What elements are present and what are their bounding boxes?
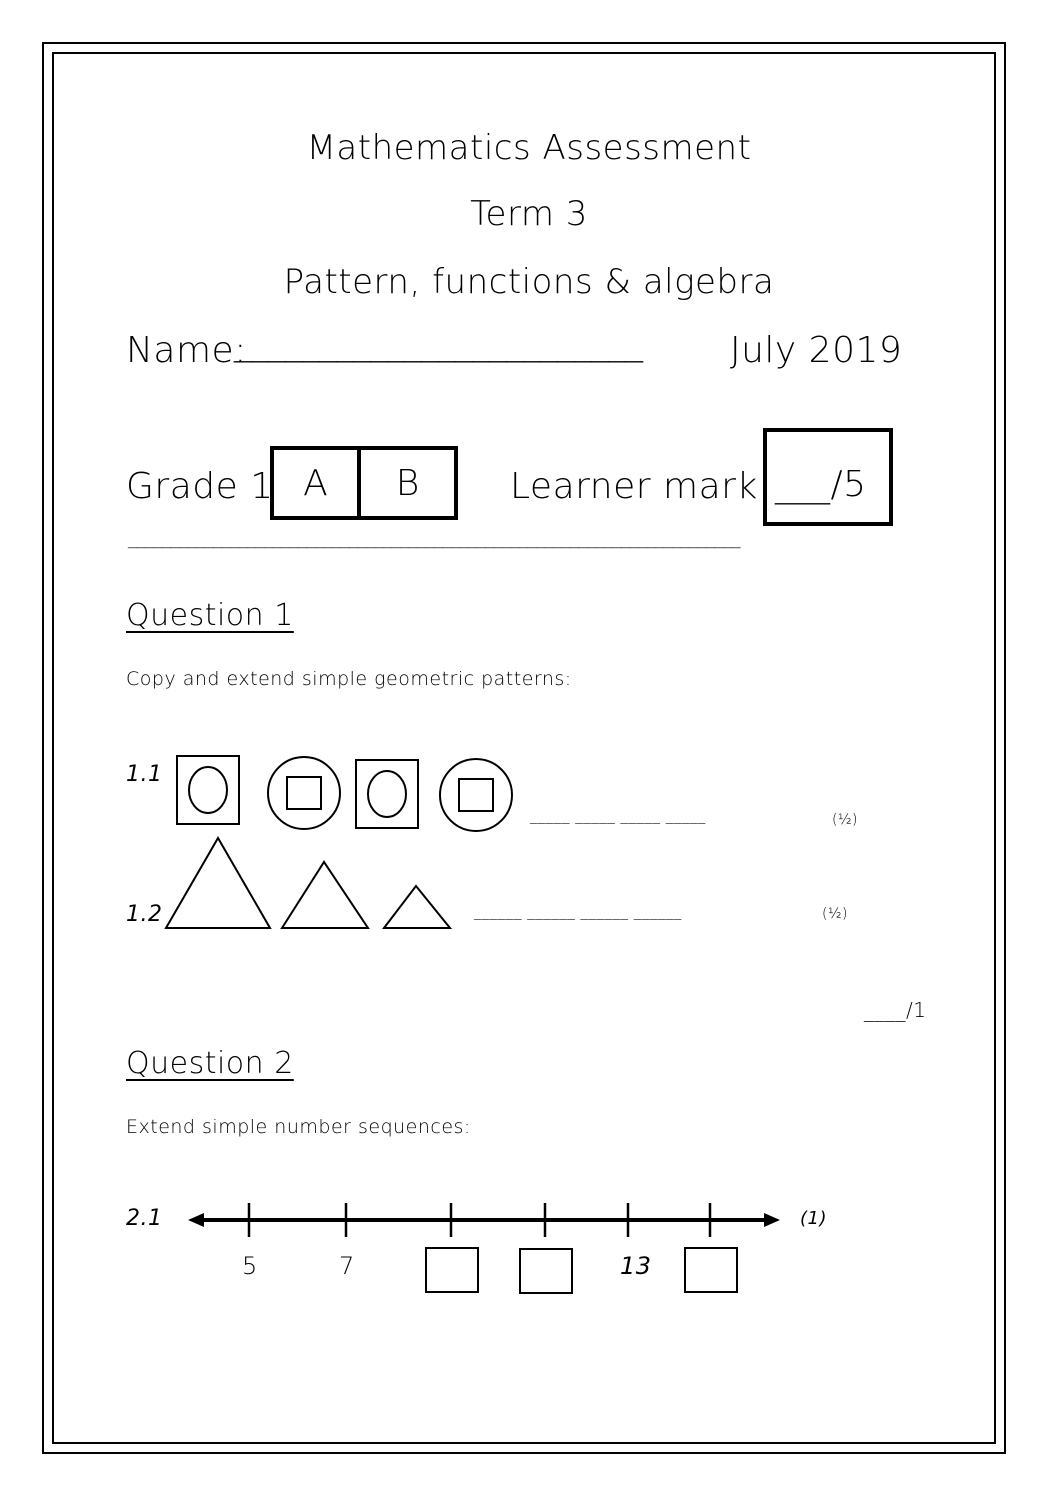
triangle-medium	[282, 862, 368, 928]
item-1-1-answer-blanks[interactable]: _____ _____ _____ _____	[530, 806, 706, 824]
name-field[interactable]: ________________________	[234, 322, 642, 363]
number-line-label-2: 7	[339, 1252, 355, 1280]
number-line-label-5: 13	[620, 1252, 652, 1280]
date-label: July 2019	[730, 330, 903, 371]
pattern-1-2-shapes	[166, 838, 450, 928]
item-1-2-answer-blanks[interactable]: ______ ______ ______ ______	[474, 902, 682, 920]
item-1-2-number: 1.2	[126, 902, 163, 927]
pattern-1-1-shapes	[177, 756, 512, 831]
circle-with-square-1	[268, 757, 340, 829]
inner-square-1	[287, 777, 321, 809]
answer-box-3	[685, 1248, 737, 1292]
question-1-instruction: Copy and extend simple geometric patterns:	[126, 668, 572, 690]
triangle-large	[166, 838, 270, 928]
number-line	[188, 1203, 780, 1237]
inner-square-2	[459, 779, 493, 811]
triangle-small	[384, 886, 450, 928]
grade-label: Grade 1	[126, 466, 274, 507]
arrow-left-icon	[188, 1213, 204, 1227]
question-2-heading: Question 2	[126, 1046, 294, 1081]
item-1-1-number: 1.1	[126, 762, 163, 787]
item-1-2-mark: (½)	[822, 906, 848, 922]
question-2-instruction: Extend simple number sequences:	[126, 1116, 471, 1138]
question-1-heading: Question 1	[126, 598, 294, 633]
number-line-label-1: 5	[242, 1252, 258, 1280]
item-2-1-mark: (1)	[800, 1208, 827, 1229]
answer-boxes	[426, 1248, 737, 1293]
class-option-b[interactable]: B	[395, 462, 420, 504]
learner-mark-label: Learner mark	[510, 466, 758, 507]
question-1-total[interactable]: ____/1	[864, 998, 927, 1022]
class-option-a[interactable]: A	[303, 462, 328, 504]
inner-circle-1	[189, 767, 227, 813]
topic-label: Pattern, functions & algebra	[283, 262, 775, 302]
name-label: Name:	[126, 330, 247, 371]
item-1-1-mark: (½)	[832, 812, 858, 828]
learner-mark-value[interactable]: ___/5	[775, 464, 867, 505]
assessment-title: Mathematics Assessment	[306, 128, 752, 168]
divider-line: ________________________________________________________________________	[128, 528, 740, 549]
inner-circle-2	[368, 771, 406, 817]
circle-with-square-2	[440, 759, 512, 831]
answer-box-2	[520, 1249, 572, 1293]
term-label: Term 3	[470, 194, 588, 234]
item-2-1-number: 2.1	[126, 1206, 163, 1231]
arrow-right-icon	[764, 1213, 780, 1227]
answer-box-1	[426, 1248, 478, 1292]
